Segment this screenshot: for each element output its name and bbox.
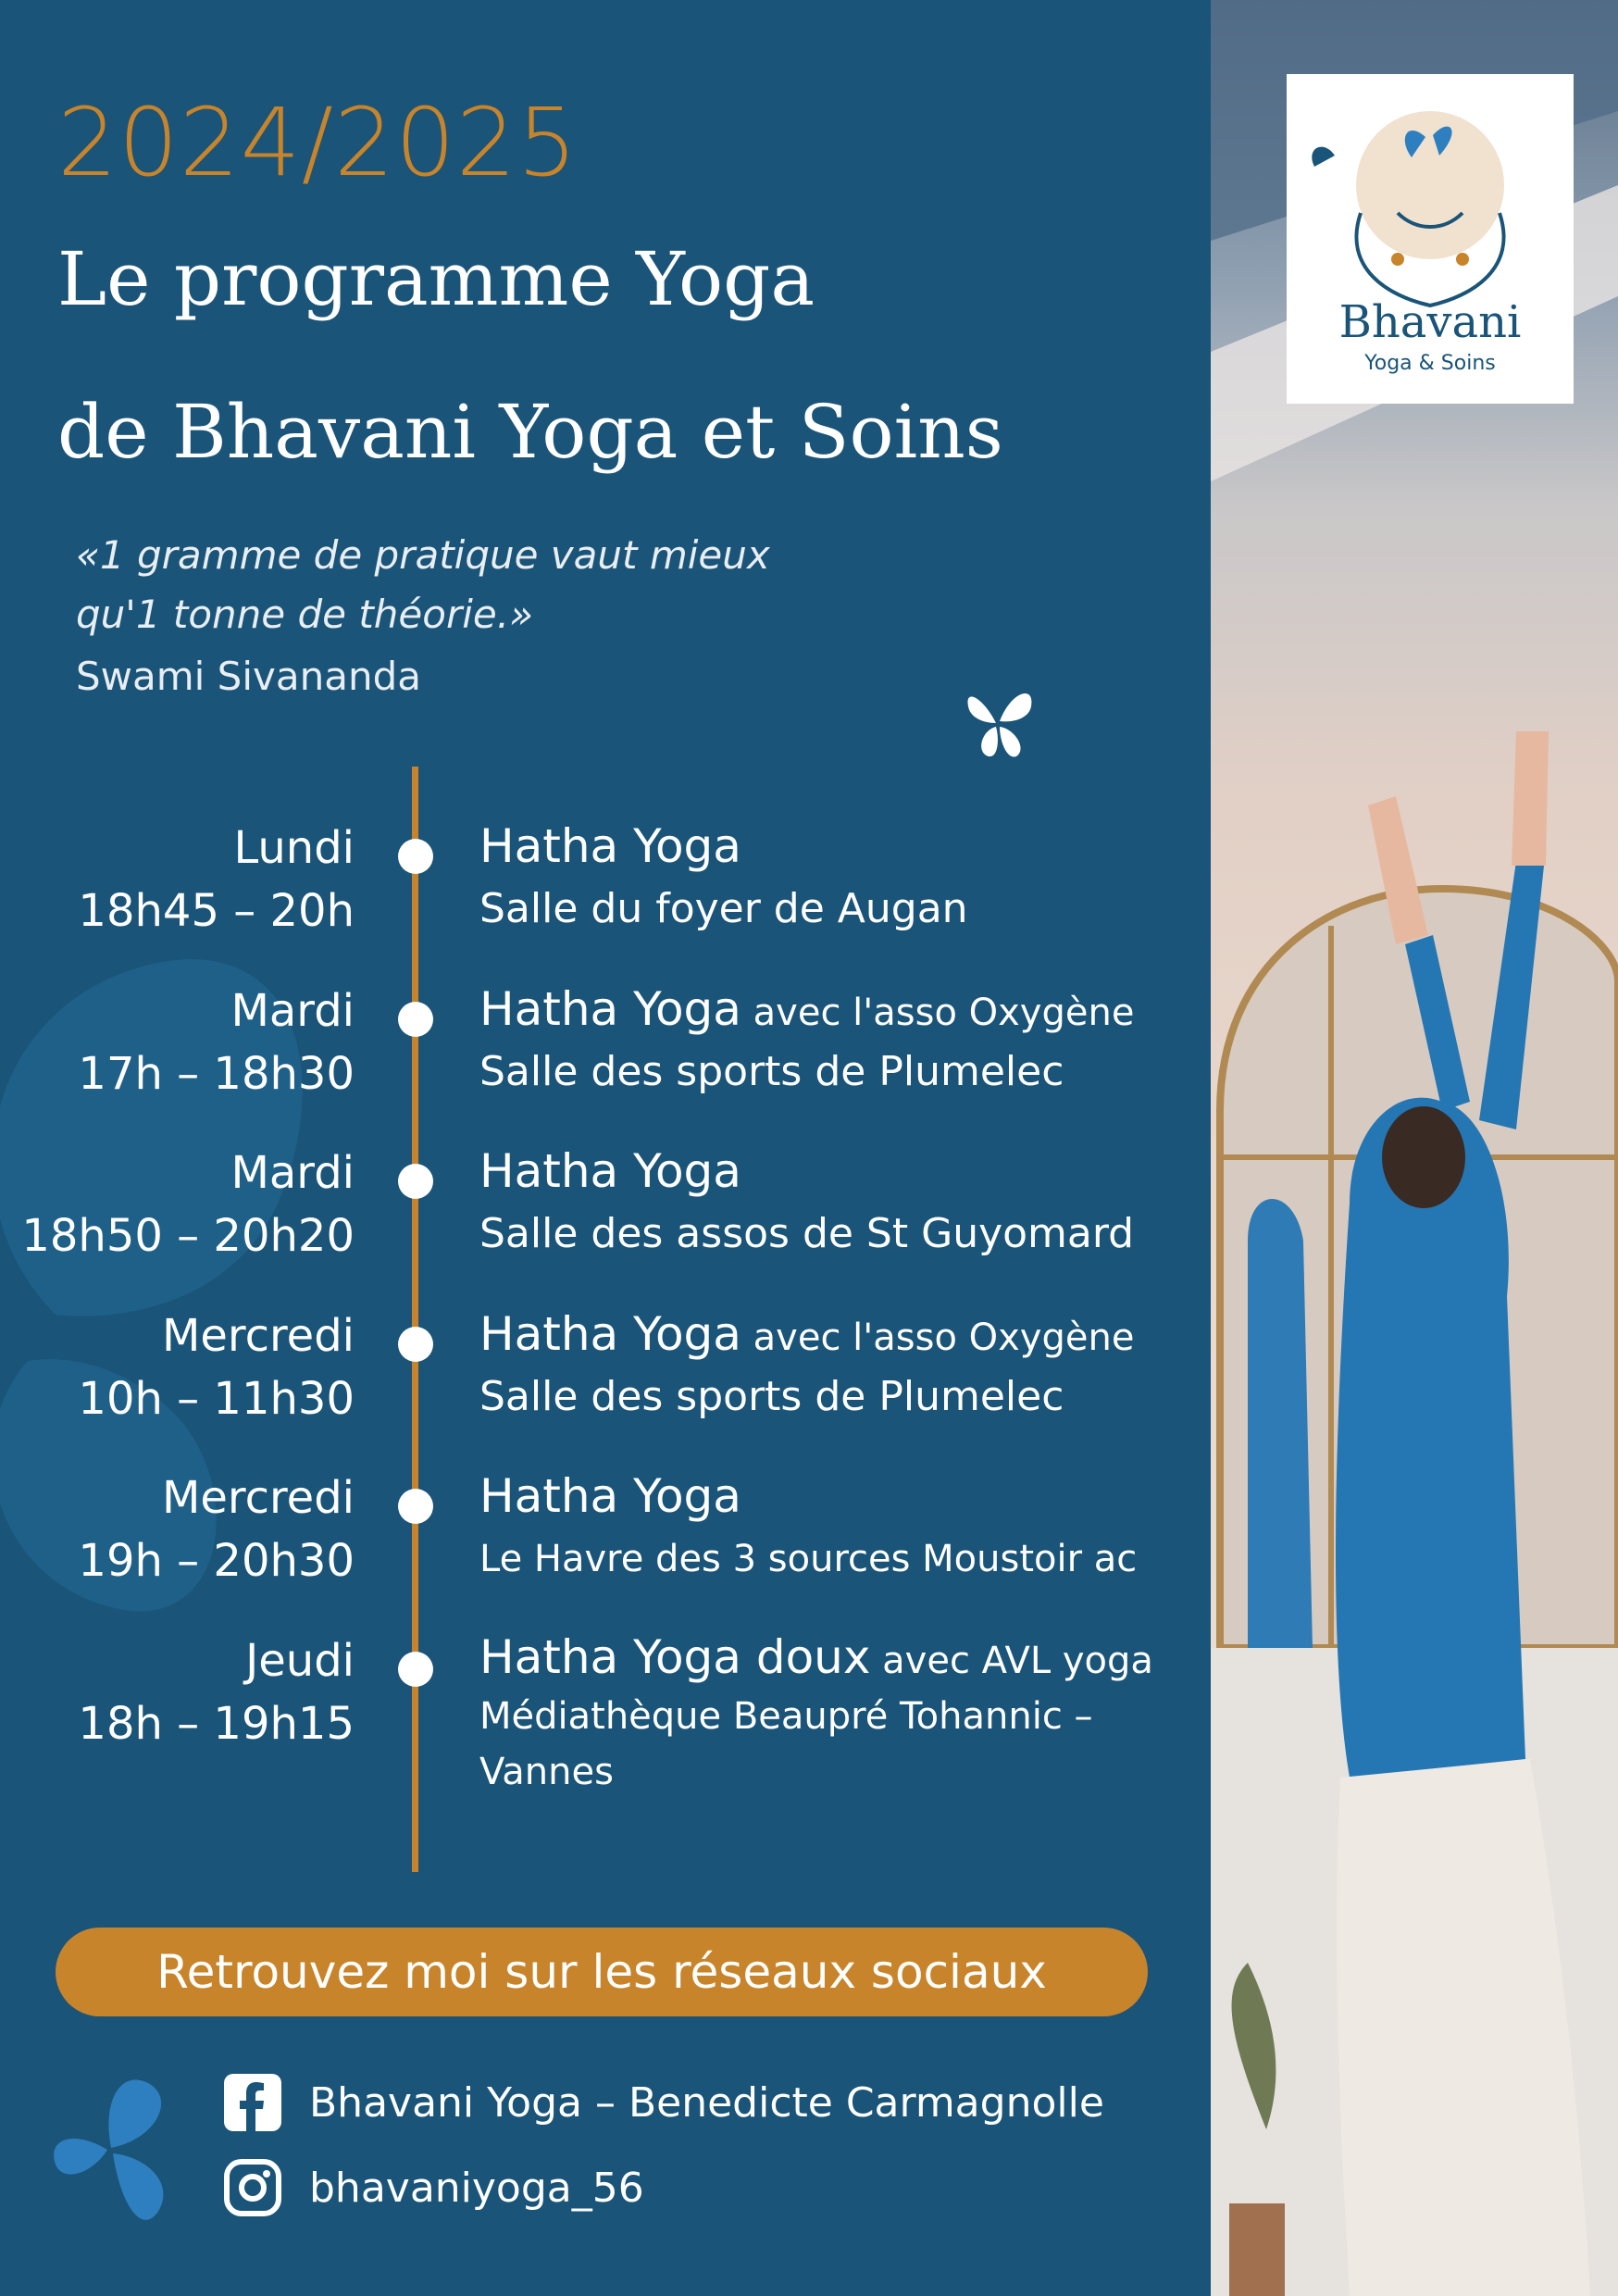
year-heading: 2024/2025 <box>57 88 579 198</box>
schedule-time: 17h – 18h30 <box>78 1048 355 1100</box>
schedule-time: 19h – 20h30 <box>78 1535 355 1587</box>
schedule-row <box>0 1629 1211 1793</box>
facebook-label: Bhavani Yoga – Benedicte Carmagnolle <box>309 2079 1104 2127</box>
timeline-dot <box>398 1652 433 1687</box>
schedule-row <box>0 817 1211 946</box>
schedule-day: Mardi <box>230 1147 355 1199</box>
social-cta-banner: Retrouvez moi sur les réseaux sociaux <box>56 1928 1148 2016</box>
page-title-line1: Le programme Yoga <box>57 236 815 322</box>
schedule-place: Salle des assos de St Guyomard <box>479 1210 1135 1257</box>
schedule-place: Salle du foyer de Augan <box>479 885 968 932</box>
schedule-class: Hatha Yoga doux <box>479 1630 871 1684</box>
instagram-icon <box>224 2159 281 2216</box>
brand-logo <box>1287 74 1574 404</box>
schedule-class: Hatha Yoga <box>479 1307 741 1361</box>
schedule-place-line2: Vannes <box>479 1751 614 1793</box>
quote-line1: «1 gramme de pratique vaut mieux <box>76 532 770 578</box>
logo-tagline: Yoga & Soins <box>1364 352 1496 375</box>
schedule-class: Hatha Yoga <box>479 819 741 873</box>
schedule-time: 10h – 11h30 <box>78 1373 355 1425</box>
quote-line2: qu'1 tonne de théorie.» <box>76 592 534 637</box>
butterfly-icon <box>955 679 1040 764</box>
schedule-place: Le Havre des 3 sources Moustoir ac <box>479 1538 1138 1580</box>
quote-author: Swami Sivananda <box>76 654 421 699</box>
schedule-day: Mardi <box>230 985 355 1037</box>
schedule-extra: avec l'asso Oxygène <box>741 1316 1135 1359</box>
schedule-time: 18h50 – 20h20 <box>21 1210 355 1262</box>
schedule-place: Salle des sports de Plumelec <box>479 1048 1064 1095</box>
schedule-day: Mercredi <box>161 1310 355 1362</box>
schedule-class: Hatha Yoga <box>479 1469 741 1523</box>
schedule-row <box>0 1466 1211 1596</box>
schedule-row <box>0 1304 1211 1434</box>
schedule-time: 18h – 19h15 <box>78 1698 355 1750</box>
schedule-day: Lundi <box>233 822 355 874</box>
schedule-extra: avec AVL yoga <box>870 1640 1153 1682</box>
timeline-dot <box>398 1489 433 1524</box>
facebook-icon <box>224 2074 281 2131</box>
schedule-row <box>0 1142 1211 1271</box>
schedule-class: Hatha Yoga <box>479 982 741 1036</box>
schedule-place: Salle des sports de Plumelec <box>479 1373 1064 1420</box>
schedule-day: Mercredi <box>161 1472 355 1524</box>
timeline-dot <box>398 1164 433 1199</box>
butterfly-icon <box>37 2065 194 2231</box>
schedule-class: Hatha Yoga <box>479 1144 741 1198</box>
quote <box>76 526 770 644</box>
page-title-line2: de Bhavani Yoga et Soins <box>57 389 1003 475</box>
schedule-row <box>0 980 1211 1109</box>
instagram-label: bhavaniyoga_56 <box>309 2165 644 2212</box>
schedule-place: Médiathèque Beaupré Tohannic – <box>479 1695 1093 1738</box>
timeline-dot <box>398 1002 433 1037</box>
schedule-day: Jeudi <box>245 1635 355 1687</box>
logo-name: Bhavani <box>1338 296 1522 348</box>
schedule-extra: avec l'asso Oxygène <box>741 992 1135 1034</box>
schedule-time: 18h45 – 20h <box>78 885 355 937</box>
timeline-dot <box>398 1327 433 1362</box>
timeline-dot <box>398 839 433 874</box>
